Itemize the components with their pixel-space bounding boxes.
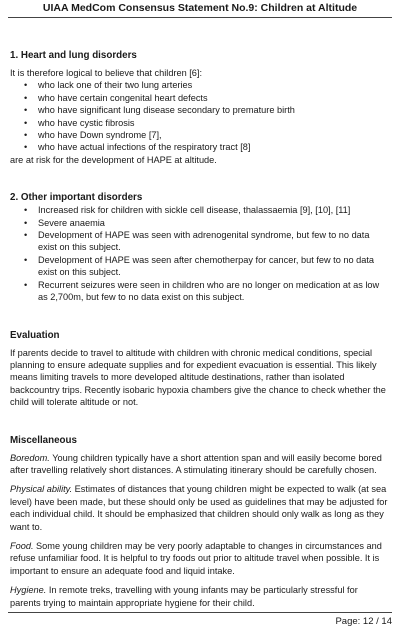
section1-intro: It is therefore logical to believe that children [6]: bbox=[10, 68, 203, 78]
page-number: Page: 12 / 14 bbox=[335, 616, 392, 627]
misc-text: Estimates of distances that young children might be expected to walk (at sea level) have been made, but these should only be used as guidelines that may be adjusted for each individual child. It should be emphasized that children should only walk as long as they want to. bbox=[10, 484, 388, 532]
section-heading-heart-lung: 1. Heart and lung disorders bbox=[10, 50, 137, 61]
list-item: • who have actual infections of the respiratory tract [8] bbox=[38, 141, 390, 153]
section-heading-miscellaneous: Miscellaneous bbox=[10, 434, 77, 446]
list-item: • who have certain congenital heart defects bbox=[38, 92, 390, 104]
list-item: • Severe anaemia bbox=[38, 217, 390, 229]
evaluation-paragraph: If parents decide to travel to altitude with children with chronic medical conditions, special planning to ensure adequate supplies and for expedient evacuation is essential. This likely means limiting travels to more developed altitude destinations, rather than isolated backcountry trips. Recently isobaric hypoxia chambers give the chance to check whether the child will tolerate altitude or not. bbox=[10, 347, 386, 408]
list-item: • Increased risk for children with sickle cell disease, thalassaemia [9], [10], [11] bbox=[38, 204, 390, 216]
list-item: • Recurrent seizures were seen in children who are no longer on medication at as low as 2,700m, but few to no data exist on this subject. bbox=[38, 279, 390, 304]
page-footer bbox=[8, 612, 392, 627]
misc-lead: Boredom. bbox=[10, 452, 50, 463]
page-header bbox=[8, 2, 392, 18]
document-title: UIAA MedCom Consensus Statement No.9: Children at Altitude bbox=[42, 2, 358, 14]
list-item: • who lack one of their two lung arteries bbox=[38, 79, 390, 91]
list-item: • who have cystic fibrosis bbox=[38, 117, 390, 129]
section2-list bbox=[10, 204, 390, 303]
list-item: • who have Down syndrome [7], bbox=[38, 129, 390, 141]
list-item: • Development of HAPE was seen with adrenogenital syndrome, but few to no data exist on this subject. bbox=[38, 229, 390, 254]
document-body bbox=[10, 50, 390, 609]
misc-lead: Food. bbox=[10, 540, 34, 551]
section1-list bbox=[10, 79, 390, 153]
misc-text: Young children typically have a short attention span and will easily become bored after travelling relatively short distances. A stimulating itinerary should be carefully chosen. bbox=[10, 452, 382, 475]
misc-paragraph-food bbox=[10, 540, 390, 577]
misc-paragraph-boredom bbox=[10, 452, 390, 477]
section-heading-evaluation: Evaluation bbox=[10, 329, 60, 341]
misc-lead: Physical ability. bbox=[10, 484, 73, 495]
section-heading-other-disorders: 2. Other important disorders bbox=[10, 192, 143, 204]
misc-paragraph-hygiene bbox=[10, 584, 390, 609]
misc-text: In remote treks, travelling with young infants may be particularly stressful for parents trying to maintain appropriate hygiene for their child. bbox=[10, 585, 358, 608]
list-item: • Development of HAPE was seen after chemotherpay for cancer, but few to no data exist on this subject. bbox=[38, 254, 390, 279]
misc-text: Some young children may be very poorly adaptable to changes in circumstances and refuse unfamiliar food. It is helpful to try foods out prior to altitude travel when possible. It is important to ensure an adequate food and liquid intake. bbox=[10, 540, 382, 576]
section1-outro: are at risk for the development of HAPE at altitude. bbox=[10, 154, 217, 165]
misc-lead: Hygiene. bbox=[10, 585, 47, 596]
list-item: • who have significant lung disease secondary to premature birth bbox=[38, 104, 390, 116]
misc-paragraph-physical bbox=[10, 483, 390, 533]
